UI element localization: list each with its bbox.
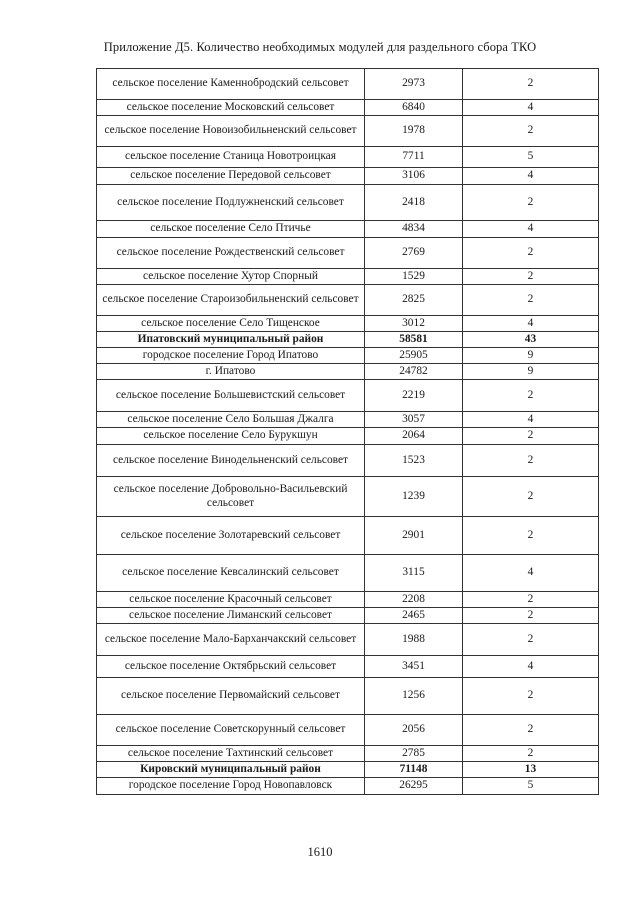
table-row (97, 592, 599, 608)
table-row (97, 428, 599, 445)
cell-modules: 2 (463, 624, 599, 656)
cell-modules: 2 (463, 116, 599, 147)
cell-settlement-name: Ипатовский муниципальный район (97, 332, 365, 348)
page-header: Приложение Д5. Количество необходимых модулей для раздельного сбора ТКО (103, 40, 537, 54)
cell-settlement-name: сельское поселение Подлужненский сельсовет (97, 185, 365, 221)
cell-population: 7711 (365, 147, 463, 168)
cell-population: 3451 (365, 656, 463, 678)
cell-settlement-name: сельское поселение Село Тищенское (97, 316, 365, 332)
cell-modules: 43 (463, 332, 599, 348)
cell-settlement-name: сельское поселение Тахтинский сельсовет (97, 746, 365, 762)
cell-settlement-name: сельское поселение Первомайский сельсовет (97, 678, 365, 715)
cell-modules: 9 (463, 348, 599, 364)
cell-settlement-name: сельское поселение Каменнобродский сельсовет (97, 69, 365, 100)
table-row (97, 221, 599, 238)
cell-modules: 2 (463, 445, 599, 477)
table-row (97, 624, 599, 656)
cell-population: 2219 (365, 380, 463, 412)
cell-population: 2901 (365, 517, 463, 555)
cell-modules: 4 (463, 221, 599, 238)
cell-modules: 2 (463, 185, 599, 221)
table-row (97, 238, 599, 269)
cell-modules: 2 (463, 715, 599, 746)
cell-settlement-name: сельское поселение Октябрьский сельсовет (97, 656, 365, 678)
cell-modules: 2 (463, 592, 599, 608)
cell-population: 2064 (365, 428, 463, 445)
table-row (97, 348, 599, 364)
cell-settlement-name: сельское поселение Мало-Барханчакский сельсовет (97, 624, 365, 656)
cell-population: 4834 (365, 221, 463, 238)
cell-modules: 2 (463, 380, 599, 412)
cell-population: 3106 (365, 168, 463, 185)
cell-settlement-name: сельское поселение Красочный сельсовет (97, 592, 365, 608)
cell-settlement-name: сельское поселение Село Большая Джалга (97, 412, 365, 428)
cell-modules: 2 (463, 608, 599, 624)
cell-modules: 2 (463, 428, 599, 445)
table-row (97, 746, 599, 762)
cell-modules: 2 (463, 517, 599, 555)
cell-modules: 13 (463, 762, 599, 778)
cell-modules: 2 (463, 678, 599, 715)
cell-modules: 2 (463, 477, 599, 517)
cell-modules: 4 (463, 100, 599, 116)
table-row (97, 715, 599, 746)
table-row (97, 656, 599, 678)
page-number: 1610 (307, 845, 333, 859)
cell-settlement-name: сельское поселение Большевистский сельсовет (97, 380, 365, 412)
cell-modules: 4 (463, 555, 599, 592)
cell-settlement-name: сельское поселение Староизобильненский сельсовет (97, 285, 365, 316)
cell-settlement-name: сельское поселение Лиманский сельсовет (97, 608, 365, 624)
table-row (97, 517, 599, 555)
table-row (97, 269, 599, 285)
table-row (97, 364, 599, 380)
cell-modules: 9 (463, 364, 599, 380)
cell-population: 3057 (365, 412, 463, 428)
cell-modules: 4 (463, 656, 599, 678)
cell-settlement-name: сельское поселение Советскорунный сельсовет (97, 715, 365, 746)
table-row (97, 185, 599, 221)
cell-settlement-name: сельское поселение Кевсалинский сельсовет (97, 555, 365, 592)
table-row (97, 316, 599, 332)
cell-settlement-name: сельское поселение Добровольно-Васильевский сельсовет (97, 477, 365, 517)
cell-settlement-name: сельское поселение Золотаревский сельсовет (97, 517, 365, 555)
cell-population: 1978 (365, 116, 463, 147)
cell-settlement-name: сельское поселение Московский сельсовет (97, 100, 365, 116)
cell-population: 2465 (365, 608, 463, 624)
table-row (97, 778, 599, 795)
cell-population: 1239 (365, 477, 463, 517)
cell-population: 1988 (365, 624, 463, 656)
cell-settlement-name: сельское поселение Рождественский сельсовет (97, 238, 365, 269)
cell-settlement-name: городское поселение Город Ипатово (97, 348, 365, 364)
cell-modules: 5 (463, 147, 599, 168)
cell-modules: 4 (463, 316, 599, 332)
table-row (97, 100, 599, 116)
modules-table (96, 68, 599, 795)
cell-population: 26295 (365, 778, 463, 795)
cell-population: 1523 (365, 445, 463, 477)
table-row (97, 412, 599, 428)
cell-population: 2825 (365, 285, 463, 316)
cell-population: 2208 (365, 592, 463, 608)
cell-modules: 2 (463, 285, 599, 316)
cell-population: 2785 (365, 746, 463, 762)
cell-population: 2769 (365, 238, 463, 269)
table-row (97, 445, 599, 477)
table-row-district (97, 332, 599, 348)
cell-settlement-name: сельское поселение Станица Новотроицкая (97, 147, 365, 168)
cell-population: 3115 (365, 555, 463, 592)
table-row (97, 477, 599, 517)
cell-settlement-name: г. Ипатово (97, 364, 365, 380)
cell-modules: 2 (463, 238, 599, 269)
cell-population: 58581 (365, 332, 463, 348)
cell-population: 2973 (365, 69, 463, 100)
cell-settlement-name: сельское поселение Винодельненский сельсовет (97, 445, 365, 477)
cell-modules: 2 (463, 746, 599, 762)
table-row (97, 608, 599, 624)
cell-population: 2056 (365, 715, 463, 746)
table-row (97, 678, 599, 715)
table-row-district (97, 762, 599, 778)
table-row (97, 147, 599, 168)
table-row (97, 116, 599, 147)
cell-modules: 2 (463, 269, 599, 285)
table-row (97, 555, 599, 592)
cell-population: 24782 (365, 364, 463, 380)
table-row (97, 285, 599, 316)
cell-modules: 5 (463, 778, 599, 795)
table-row (97, 69, 599, 100)
cell-settlement-name: сельское поселение Передовой сельсовет (97, 168, 365, 185)
cell-modules: 4 (463, 412, 599, 428)
cell-population: 3012 (365, 316, 463, 332)
cell-settlement-name: сельское поселение Село Птичье (97, 221, 365, 238)
cell-population: 1529 (365, 269, 463, 285)
table-body (97, 69, 599, 795)
cell-settlement-name: сельское поселение Хутор Спорный (97, 269, 365, 285)
table-row (97, 168, 599, 185)
cell-modules: 2 (463, 69, 599, 100)
cell-settlement-name: Кировский муниципальный район (97, 762, 365, 778)
cell-settlement-name: сельское поселение Новоизобильненский сельсовет (97, 116, 365, 147)
table-row (97, 380, 599, 412)
cell-population: 6840 (365, 100, 463, 116)
cell-population: 25905 (365, 348, 463, 364)
cell-modules: 4 (463, 168, 599, 185)
cell-population: 2418 (365, 185, 463, 221)
cell-population: 71148 (365, 762, 463, 778)
cell-population: 1256 (365, 678, 463, 715)
cell-settlement-name: городское поселение Город Новопавловск (97, 778, 365, 795)
cell-settlement-name: сельское поселение Село Бурукшун (97, 428, 365, 445)
